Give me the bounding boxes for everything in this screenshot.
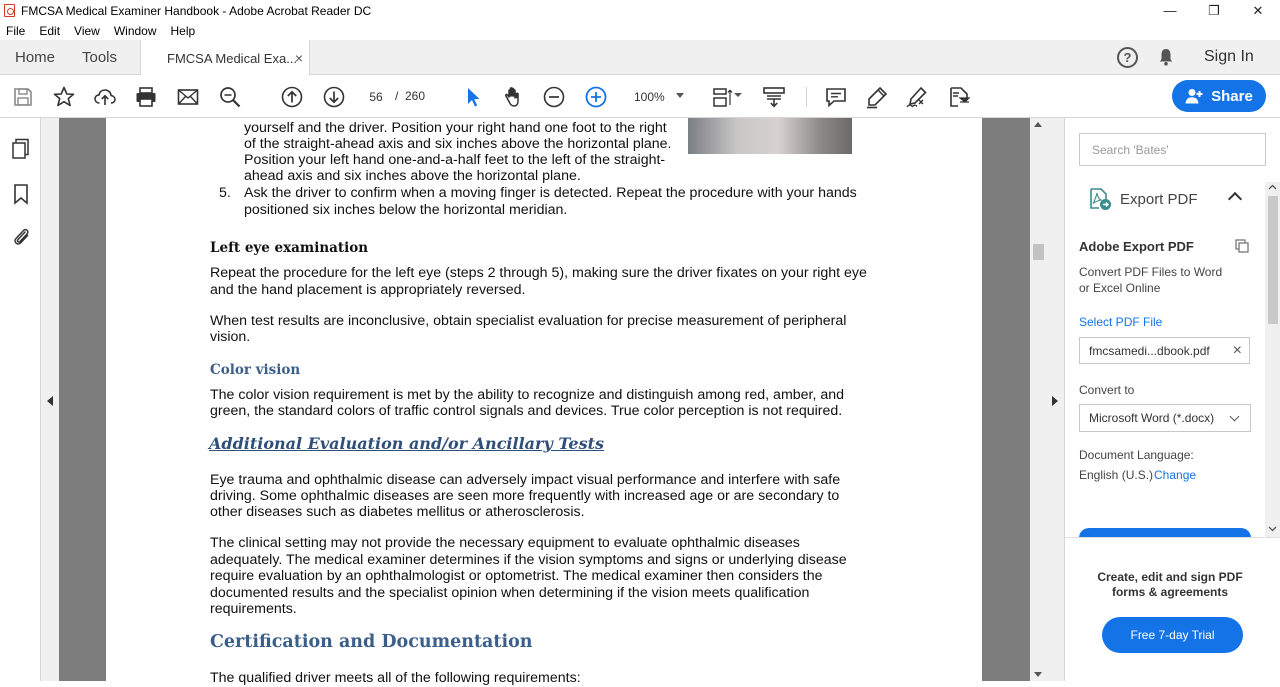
bookmarks-icon[interactable] [11, 183, 31, 205]
color-vision-line2: green, the standard colors of traffic control signals and devices. True color perception is not required. [210, 403, 843, 419]
page-thumbnails-icon[interactable] [11, 138, 31, 160]
additional-para2-line4: documented results and the specialist opinion when determining if the vision meets qualification [210, 585, 810, 601]
export-pdf-title[interactable]: Export PDF [1120, 191, 1198, 208]
menu-edit[interactable]: Edit [39, 23, 61, 38]
convert-description-line1: Convert PDF Files to Word [1079, 265, 1223, 279]
attachments-icon[interactable] [11, 226, 31, 248]
document-photo [688, 118, 852, 154]
zoom-caret-icon [676, 93, 684, 98]
selected-file-name: fmcsamedi...dbook.pdf [1089, 343, 1210, 358]
clear-file-icon[interactable]: × [1232, 341, 1242, 359]
promo-line2: forms & agreements [1111, 585, 1229, 599]
step5-line1: Ask the driver to confirm when a moving finger is detected. Repeat the procedure with your hands [244, 185, 857, 201]
scroll-up-icon[interactable] [1034, 122, 1042, 127]
zoom-out-icon[interactable] [542, 85, 566, 109]
search-icon[interactable] [218, 85, 242, 109]
more-tools-icon[interactable] [947, 85, 971, 109]
zoom-in-icon[interactable] [584, 85, 608, 109]
zoom-value: 100% [634, 90, 665, 104]
chevron-down-icon [1230, 412, 1240, 422]
document-language-label: Document Language: [1079, 448, 1194, 462]
scrollbar-thumb[interactable] [1033, 244, 1044, 260]
color-vision-heading: Color vision [210, 362, 301, 378]
page-number-input[interactable]: 56 [369, 90, 383, 104]
email-icon[interactable] [176, 85, 200, 109]
certification-para-line1: The qualified driver meets all of the following requirements: [210, 670, 581, 686]
hand-tool-icon[interactable] [501, 85, 525, 109]
bell-icon[interactable] [1159, 48, 1173, 66]
scroll-mode-icon[interactable] [762, 85, 786, 109]
toolbar [0, 75, 1280, 118]
previous-page-icon[interactable] [280, 85, 304, 109]
menu-bar [0, 21, 1280, 40]
title-bar [0, 0, 1280, 21]
comment-icon[interactable] [824, 85, 848, 109]
pane-scroll-up-icon[interactable] [1268, 184, 1277, 190]
page-fit-icon[interactable] [710, 85, 734, 109]
step4-line1: yourself and the driver. Position your right hand one foot to the right [244, 120, 667, 136]
step4-line4: ahead axis and six inches above the horizontal plane. [244, 168, 581, 184]
scroll-down-icon[interactable] [1034, 672, 1042, 677]
additional-para1-line3: other diseases such as diabetes mellitus or atherosclerosis. [210, 504, 585, 520]
additional-para1-line2: driving. Some ophthalmic diseases are seen more frequently with increased age or are secondary to [210, 488, 840, 504]
change-language-link[interactable]: Change [1154, 468, 1197, 482]
left-eye-heading: Left eye examination [210, 240, 369, 256]
print-icon[interactable] [134, 85, 158, 109]
additional-para2-line2: adequately. The medical examiner determines if the vision symptoms and signs or underlying disease [210, 552, 847, 568]
additional-para2-line3: require evaluation by an ophthalmologist or optometrist. The medical examiner then considers the [210, 568, 823, 584]
highlight-pen-icon[interactable] [865, 85, 889, 109]
tab-bar [0, 40, 1280, 75]
step5-line2: positioned six inches below the horizontal meridian. [244, 202, 568, 218]
left-navigation-rail [0, 118, 41, 681]
left-eye-para2-line2: vision. [210, 329, 251, 345]
save-icon[interactable] [11, 85, 35, 109]
help-icon[interactable]: ? [1117, 47, 1138, 68]
window-title: FMCSA Medical Examiner Handbook - Adobe Acrobat Reader DC [21, 3, 372, 18]
page-fit-caret-icon[interactable] [734, 91, 742, 99]
free-trial-button[interactable]: Free 7-day Trial [1102, 617, 1243, 653]
tab-close-icon[interactable]: × [294, 50, 303, 66]
copy-icon[interactable] [1234, 238, 1250, 254]
minimize-button[interactable]: — [1163, 3, 1177, 18]
cloud-upload-icon[interactable] [93, 85, 117, 109]
pane-scroll-down-icon[interactable] [1268, 526, 1277, 532]
promo-line1: Create, edit and sign PDF [1097, 570, 1243, 584]
additional-para2-line5: requirements. [210, 601, 297, 617]
additional-evaluation-heading: Additional Evaluation and/or Ancillary Tests [209, 434, 604, 453]
left-eye-para2-line1: When test results are inconclusive, obtain specialist evaluation for precise measurement of peripheral [210, 313, 847, 329]
tab-tools[interactable]: Tools [82, 49, 118, 66]
convert-description-line2: or Excel Online [1079, 281, 1161, 295]
share-label: Share [1211, 87, 1253, 105]
color-vision-line1: The color vision requirement is met by the ability to recognize and distinguish among red, amber, and [210, 387, 845, 403]
add-user-icon [1185, 88, 1203, 104]
convert-format-select[interactable] [1079, 404, 1251, 432]
fill-sign-icon[interactable] [905, 85, 929, 109]
acrobat-app-icon [4, 4, 15, 17]
menu-view[interactable]: View [74, 23, 100, 38]
zoom-dropdown[interactable] [626, 87, 690, 107]
tools-pane-scrollbar[interactable] [1265, 182, 1280, 537]
collapse-left-panel-icon[interactable] [47, 396, 53, 406]
adobe-export-heading: Adobe Export PDF [1079, 239, 1194, 254]
tab-document-label: FMCSA Medical Exa... [167, 50, 298, 66]
collapse-right-panel-icon[interactable] [1052, 396, 1058, 406]
left-eye-para1-line2: and the hand placement is appropriately reversed. [210, 282, 526, 298]
next-page-icon[interactable] [322, 85, 346, 109]
toolbar-divider [806, 87, 807, 107]
step4-line2: of the straight-ahead axis and six inches above the horizontal plane. [244, 136, 672, 152]
menu-file[interactable]: File [6, 23, 26, 38]
convert-to-label: Convert to [1079, 383, 1135, 397]
sign-in-link[interactable]: Sign In [1204, 48, 1254, 65]
step5-number: 5. [219, 185, 231, 201]
close-window-button[interactable]: ✕ [1252, 2, 1264, 18]
search-tools-input[interactable]: Search 'Bates' [1079, 133, 1266, 166]
maximize-button[interactable]: ❐ [1208, 2, 1220, 18]
page-separator: / [395, 89, 399, 103]
promo-text [1080, 570, 1260, 600]
left-eye-para1-line1: Repeat the procedure for the left eye (steps 2 through 5), making sure the driver fixates on your right eye [210, 265, 867, 281]
page-total: 260 [405, 89, 426, 103]
share-button[interactable] [1172, 80, 1266, 112]
document-language-value: English (U.S.) [1079, 468, 1154, 482]
additional-para1-line1: Eye trauma and ophthalmic disease can adversely impact visual performance and interfere with safe [210, 472, 841, 488]
tab-document[interactable] [140, 40, 310, 76]
select-cursor-icon[interactable] [461, 85, 485, 109]
additional-para2-line1: The clinical setting may not provide the necessary equipment to evaluate ophthalmic diseases [210, 535, 800, 551]
tools-pane-scrollbar-thumb[interactable] [1268, 196, 1278, 324]
step4-line3: Position your left hand one-and-a-half feet to the left of the straight- [244, 152, 666, 168]
promo-section [1065, 537, 1280, 681]
export-pdf-icon [1088, 187, 1112, 211]
tab-home[interactable]: Home [15, 49, 56, 66]
select-pdf-file-link[interactable]: Select PDF File [1079, 315, 1163, 329]
certification-heading: Certification and Documentation [210, 632, 533, 652]
document-scrollbar[interactable] [1030, 118, 1047, 681]
menu-window[interactable]: Window [113, 23, 157, 38]
menu-help[interactable]: Help [170, 23, 196, 38]
convert-format-value: Microsoft Word (*.docx) [1089, 411, 1215, 425]
bookmark-star-icon[interactable] [52, 85, 76, 109]
selected-file-field[interactable] [1079, 337, 1250, 364]
